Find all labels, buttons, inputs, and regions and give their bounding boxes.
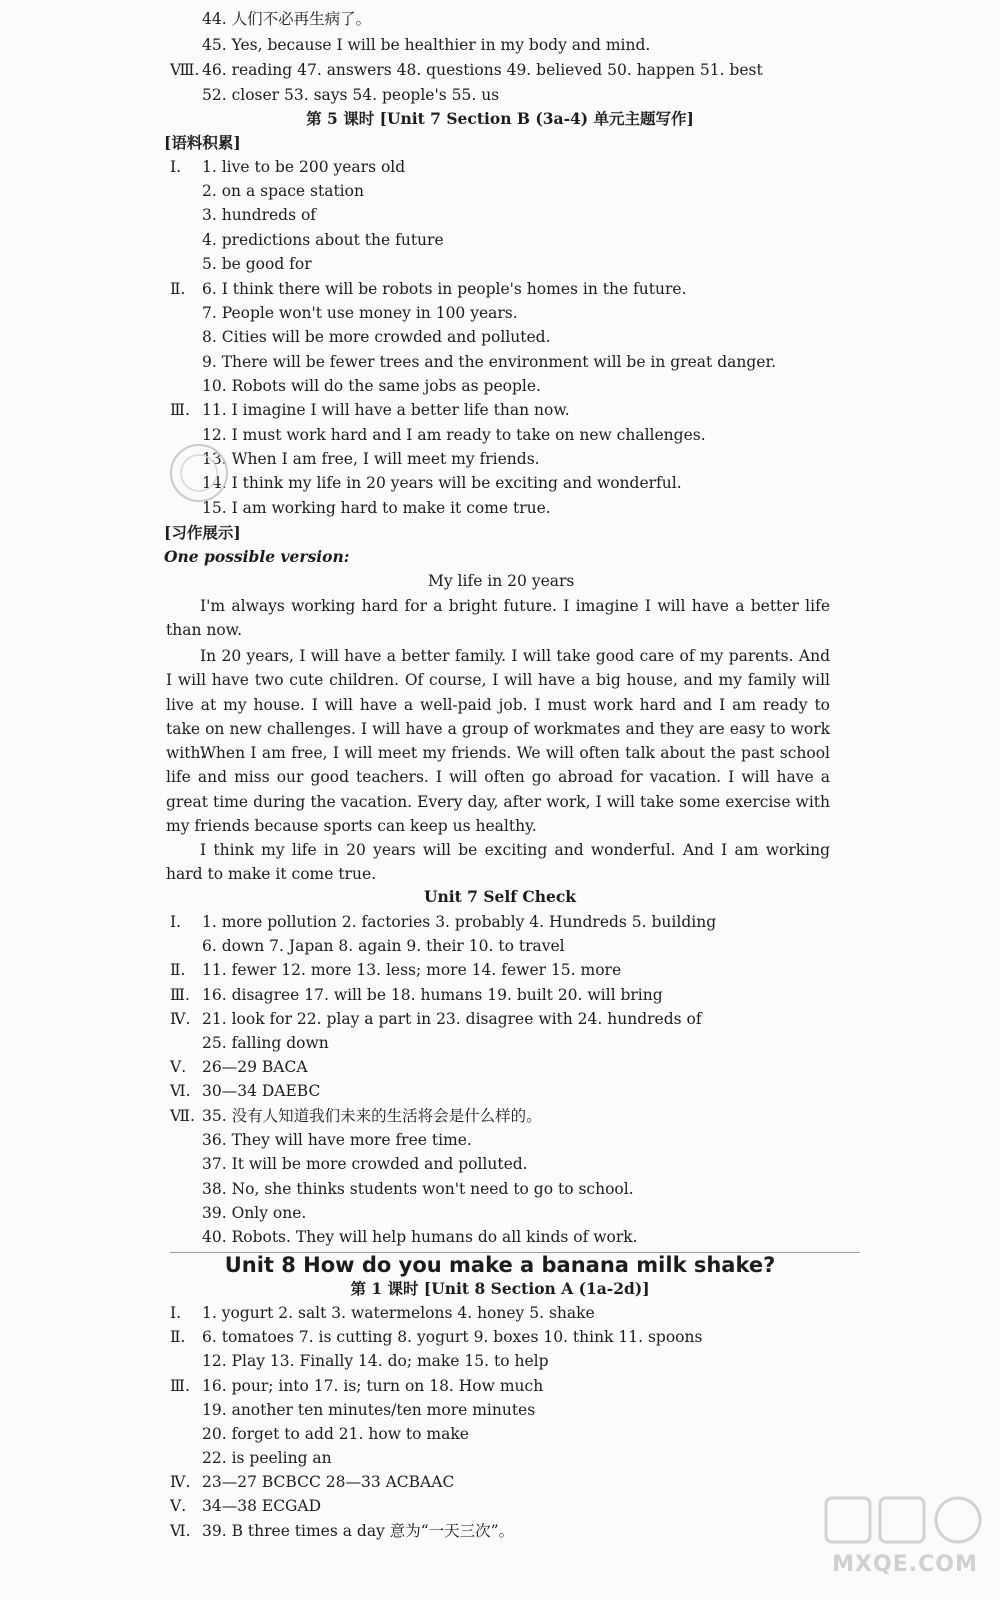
sentence-12: 12. I must work hard and I am ready to take on new challenges.: [202, 426, 706, 444]
watermark-text: MXQE.COM: [832, 1552, 978, 1577]
section-marker: Ⅱ.: [170, 280, 186, 298]
essay-title: My life in 20 years: [428, 572, 575, 590]
sentence-13: 13. When I am free, I will meet my friends.: [202, 450, 540, 468]
section-marker: Ⅱ.: [170, 961, 186, 979]
answer-row-26-29: 26—29 BACA: [202, 1058, 308, 1076]
corpus-heading: [语料积累]: [164, 133, 241, 152]
section-marker: Ⅰ.: [170, 1304, 182, 1322]
answer-19: 19. another ten minutes/ten more minutes: [202, 1401, 536, 1419]
answer-row-23-33: 23—27 BCBCC 28—33 ACBAAC: [202, 1473, 455, 1491]
answer-38: 38. No, she thinks students won't need to go to school.: [202, 1180, 634, 1198]
answer-39: 39. Only one.: [202, 1204, 307, 1222]
answer-row-25: 25. falling down: [202, 1034, 329, 1052]
answer-44: 44. 人们不必再生病了。: [202, 10, 372, 28]
essay-paragraph-4: I think my life in 20 years will be exciting and wonderful. And I am working hard to make it come true.: [166, 841, 830, 884]
sentence-7: 7. People won't use money in 100 years.: [202, 304, 518, 322]
answer-row-52-55: 52. closer 53. says 54. people's 55. us: [202, 86, 500, 104]
answer-39: 39. B three times a day 意为“一天三次”。: [202, 1522, 515, 1540]
section-marker: Ⅲ.: [170, 401, 190, 419]
writing-heading: [习作展示]: [164, 523, 241, 542]
section-marker: Ⅵ.: [170, 1522, 191, 1540]
watermark-graphic: [820, 1490, 990, 1550]
section-marker: Ⅵ.: [170, 1082, 191, 1100]
watermark-logo: [820, 1490, 990, 1590]
section-marker: Ⅰ.: [170, 913, 182, 931]
answer-row-16-18: 16. pour; into 17. is; turn on 18. How much: [202, 1377, 544, 1395]
stamp-mark: [166, 440, 232, 506]
sentence-10: 10. Robots will do the same jobs as people.: [202, 377, 541, 395]
answer-45: 45. Yes, because I will be healthier in my body and mind.: [202, 36, 651, 54]
phrase-4: 4. predictions about the future: [202, 231, 444, 249]
answer-row-21-24: 21. look for 22. play a part in 23. disagree with 24. hundreds of: [202, 1010, 702, 1028]
answer-row-12-15: 12. Play 13. Finally 14. do; make 15. to help: [202, 1352, 549, 1370]
essay-paragraph-1: I'm always working hard for a bright future. I imagine I will have a better life than now.: [166, 597, 830, 640]
sentence-8: 8. Cities will be more crowded and polluted.: [202, 328, 551, 346]
self-check-title: Unit 7 Self Check: [423, 887, 577, 906]
answer-row-6-10: 6. down 7. Japan 8. again 9. their 10. to travel: [202, 937, 565, 955]
answer-row-1-5: 1. yogurt 2. salt 3. watermelons 4. honey 5. shake: [202, 1304, 595, 1322]
answer-row-6-11: 6. tomatoes 7. is cutting 8. yogurt 9. boxes 10. think 11. spoons: [202, 1328, 703, 1346]
section-marker: Ⅲ.: [170, 986, 190, 1004]
sentence-9: 9. There will be fewer trees and the environment will be in great danger.: [202, 353, 777, 371]
answer-row-16-20: 16. disagree 17. will be 18. humans 19. built 20. will bring: [202, 986, 663, 1004]
answer-37: 37. It will be more crowded and polluted.: [202, 1155, 528, 1173]
unit-8-title: Unit 8 How do you make a banana milk shake?: [224, 1253, 776, 1277]
section-marker: Ⅶ.: [170, 1107, 195, 1125]
section-marker: Ⅱ.: [170, 1328, 186, 1346]
lesson-5-title: 第 5 课时 [Unit 7 Section B (3a-4) 单元主题写作]: [306, 109, 694, 128]
possible-version-label: One possible version:: [164, 547, 350, 566]
answer-row-20-21: 20. forget to add 21. how to make: [202, 1425, 469, 1443]
answer-row-11-15: 11. fewer 12. more 13. less; more 14. fewer 15. more: [202, 961, 622, 979]
sentence-11: 11. I imagine I will have a better life than now.: [202, 401, 570, 419]
unit-8-lesson-title: 第 1 课时 [Unit 8 Section A (1a-2d)]: [350, 1279, 650, 1298]
essay-paragraph-3: When I am free, I will meet my friends. We will often talk about the past school life and miss our good teachers. I will often go abroad for vacation. I will have a great time during the vacation. Every day, after work, I will take some exercise with my friends because sports can keep us healthy.: [166, 744, 830, 835]
section-marker: Ⅰ.: [170, 158, 182, 176]
section-marker: Ⅳ.: [170, 1473, 191, 1491]
section-marker: Ⅷ.: [170, 61, 200, 79]
phrase-5: 5. be good for: [202, 255, 312, 273]
section-marker: Ⅴ.: [170, 1058, 187, 1076]
answer-40: 40. Robots. They will help humans do all kinds of work.: [202, 1228, 638, 1246]
sentence-15: 15. I am working hard to make it come true.: [202, 499, 551, 517]
answer-row-46-51: 46. reading 47. answers 48. questions 49. believed 50. happen 51. best: [202, 61, 763, 79]
answer-22: 22. is peeling an: [202, 1449, 332, 1467]
answer-36: 36. They will have more free time.: [202, 1131, 472, 1149]
section-marker: Ⅴ.: [170, 1497, 187, 1515]
essay-paragraph-2: In 20 years, I will have a better family. I will take good care of my parents. And I will have two cute children. Of course, I will have a big house, and my family will live at my house. I will have a well-paid job. I must work hard and I am ready to take on new challenges. I will have a group of workmates and they are easy to work with.: [166, 647, 830, 763]
sentence-14: 14. I think my life in 20 years will be exciting and wonderful.: [202, 474, 682, 492]
section-marker: Ⅲ.: [170, 1377, 190, 1395]
answer-row-1-5: 1. more pollution 2. factories 3. probably 4. Hundreds 5. building: [202, 913, 717, 931]
phrase-3: 3. hundreds of: [202, 206, 317, 224]
answer-row-34-38: 34—38 ECGAD: [202, 1497, 322, 1515]
answer-row-30-34: 30—34 DAEBC: [202, 1082, 321, 1100]
phrase-2: 2. on a space station: [202, 182, 364, 200]
phrase-1: 1. live to be 200 years old: [202, 158, 406, 176]
answer-35: 35. 没有人知道我们未来的生活将会是什么样的。: [202, 1107, 542, 1125]
section-marker: Ⅳ.: [170, 1010, 191, 1028]
sentence-6: 6. I think there will be robots in people's homes in the future.: [202, 280, 687, 298]
